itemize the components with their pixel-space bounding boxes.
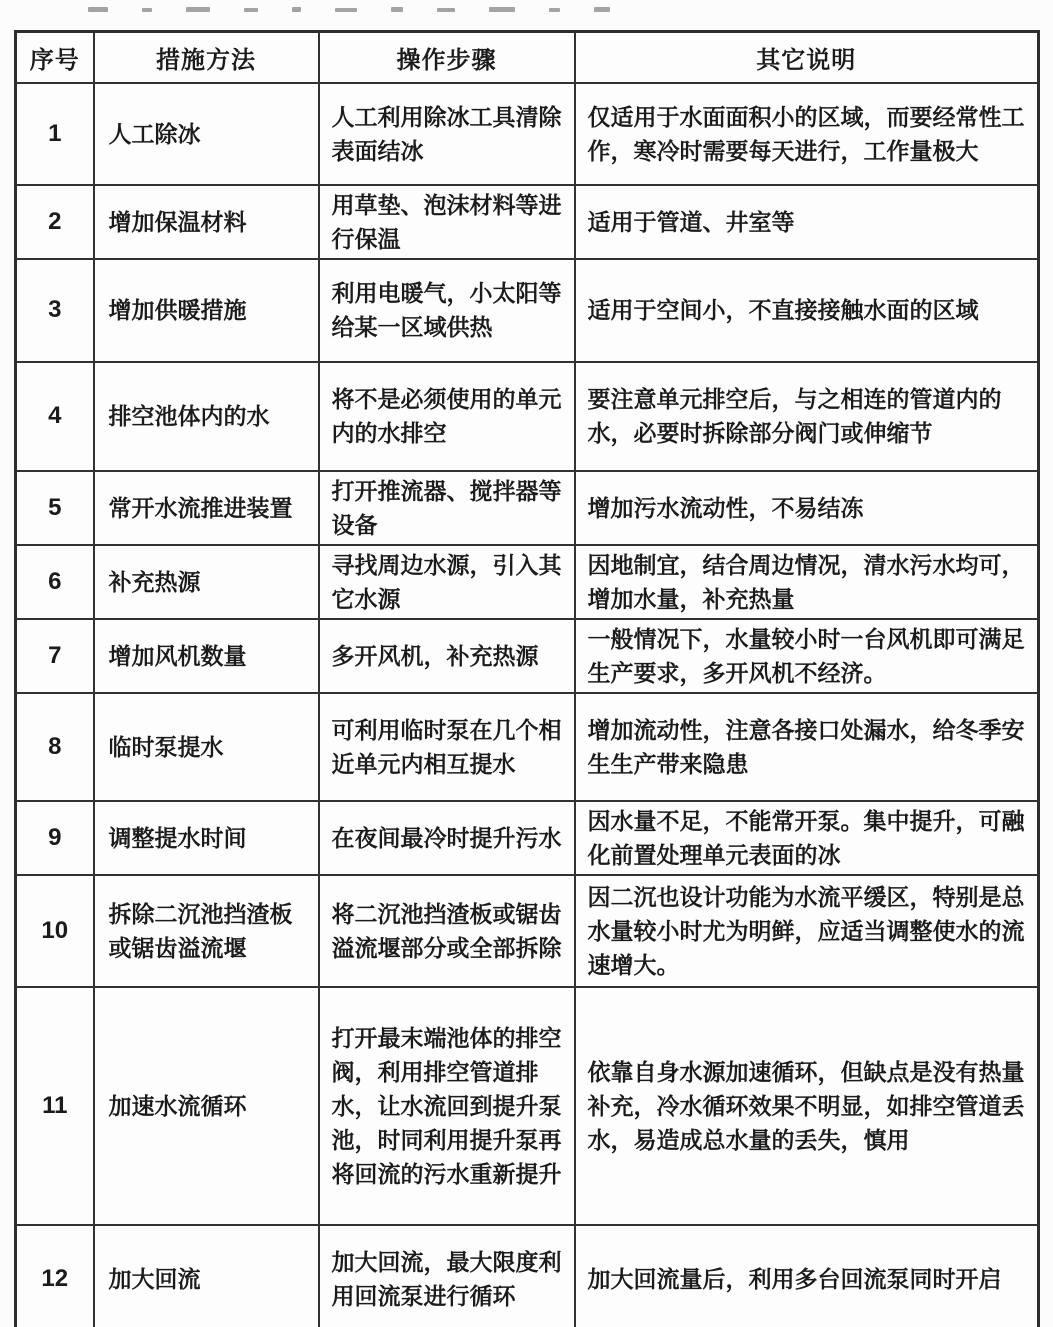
measure-method-cell: 补充热源	[94, 545, 319, 619]
row-number-cell: 11	[16, 987, 94, 1225]
measure-method-cell: 调整提水时间	[94, 801, 319, 875]
other-notes-cell: 加大回流量后，利用多台回流泵同时开启	[575, 1225, 1039, 1327]
table-row	[16, 875, 1039, 987]
operation-steps-cell: 可利用临时泵在几个相近单元内相互提水	[319, 693, 575, 801]
table-row	[16, 693, 1039, 801]
row-number-cell: 10	[16, 875, 94, 987]
measure-method-cell: 增加供暖措施	[94, 259, 319, 362]
row-number-cell: 9	[16, 801, 94, 875]
measure-method-cell: 加速水流循环	[94, 987, 319, 1225]
row-number-cell: 3	[16, 259, 94, 362]
row-number-cell: 4	[16, 362, 94, 471]
cut-off-text-remnants	[88, 3, 848, 12]
column-header-steps: 操作步骤	[319, 32, 575, 83]
other-notes-cell: 适用于管道、井室等	[575, 185, 1039, 259]
winter-freeze-prevention-measures-table	[14, 30, 1040, 1327]
row-number-cell: 1	[16, 83, 94, 185]
other-notes-cell: 仅适用于水面面积小的区域，而要经常性工作，寒冷时需要每天进行，工作量极大	[575, 83, 1039, 185]
table-row	[16, 83, 1039, 185]
column-header-notes: 其它说明	[575, 32, 1039, 83]
measure-method-cell: 常开水流推进装置	[94, 471, 319, 545]
column-header-method: 措施方法	[94, 32, 319, 83]
operation-steps-cell: 用草垫、泡沫材料等进行保温	[319, 185, 575, 259]
table-row	[16, 185, 1039, 259]
operation-steps-cell: 打开最末端池体的排空阀，利用排空管道排水，让水流回到提升泵池，时同利用提升泵再将回流的污水重新提升	[319, 987, 575, 1225]
operation-steps-cell: 寻找周边水源，引入其它水源	[319, 545, 575, 619]
table-row	[16, 801, 1039, 875]
operation-steps-cell: 人工利用除冰工具清除表面结冰	[319, 83, 575, 185]
table-header	[16, 32, 1039, 83]
table-row	[16, 545, 1039, 619]
operation-steps-cell: 将二沉池挡渣板或锯齿溢流堰部分或全部拆除	[319, 875, 575, 987]
measure-method-cell: 人工除冰	[94, 83, 319, 185]
other-notes-cell: 因二沉也设计功能为水流平缓区，特别是总水量较小时尤为明鲜，应适当调整使水的流速增大。	[575, 875, 1039, 987]
row-number-cell: 2	[16, 185, 94, 259]
other-notes-cell: 增加污水流动性，不易结冻	[575, 471, 1039, 545]
measure-method-cell: 排空池体内的水	[94, 362, 319, 471]
row-number-cell: 8	[16, 693, 94, 801]
operation-steps-cell: 将不是必须使用的单元内的水排空	[319, 362, 575, 471]
table-body	[16, 83, 1039, 1327]
measure-method-cell: 加大回流	[94, 1225, 319, 1327]
row-number-cell: 12	[16, 1225, 94, 1327]
row-number-cell: 5	[16, 471, 94, 545]
operation-steps-cell: 打开推流器、搅拌器等设备	[319, 471, 575, 545]
other-notes-cell: 增加流动性，注意各接口处漏水，给冬季安生生产带来隐患	[575, 693, 1039, 801]
column-header-number: 序号	[16, 32, 94, 83]
other-notes-cell: 适用于空间小，不直接接触水面的区域	[575, 259, 1039, 362]
table-row	[16, 471, 1039, 545]
table-row	[16, 1225, 1039, 1327]
other-notes-cell: 因地制宜，结合周边情况，清水污水均可，增加水量，补充热量	[575, 545, 1039, 619]
header-row	[16, 32, 1039, 83]
table-row	[16, 362, 1039, 471]
table-row	[16, 619, 1039, 693]
operation-steps-cell: 利用电暖气，小太阳等给某一区域供热	[319, 259, 575, 362]
operation-steps-cell: 多开风机，补充热源	[319, 619, 575, 693]
operation-steps-cell: 在夜间最冷时提升污水	[319, 801, 575, 875]
measure-method-cell: 增加风机数量	[94, 619, 319, 693]
other-notes-cell: 因水量不足，不能常开泵。集中提升，可融化前置处理单元表面的冰	[575, 801, 1039, 875]
measure-method-cell: 临时泵提水	[94, 693, 319, 801]
other-notes-cell: 要注意单元排空后，与之相连的管道内的水，必要时拆除部分阀门或伸缩节	[575, 362, 1039, 471]
row-number-cell: 6	[16, 545, 94, 619]
measure-method-cell: 增加保温材料	[94, 185, 319, 259]
other-notes-cell: 一般情况下，水量较小时一台风机即可满足生产要求，多开风机不经济。	[575, 619, 1039, 693]
operation-steps-cell: 加大回流，最大限度利用回流泵进行循环	[319, 1225, 575, 1327]
table-row	[16, 259, 1039, 362]
table-row	[16, 987, 1039, 1225]
measure-method-cell: 拆除二沉池挡渣板或锯齿溢流堰	[94, 875, 319, 987]
other-notes-cell: 依靠自身水源加速循环，但缺点是没有热量补充，冷水循环效果不明显，如排空管道丢水，易造成总水量的丢失，慎用	[575, 987, 1039, 1225]
row-number-cell: 7	[16, 619, 94, 693]
